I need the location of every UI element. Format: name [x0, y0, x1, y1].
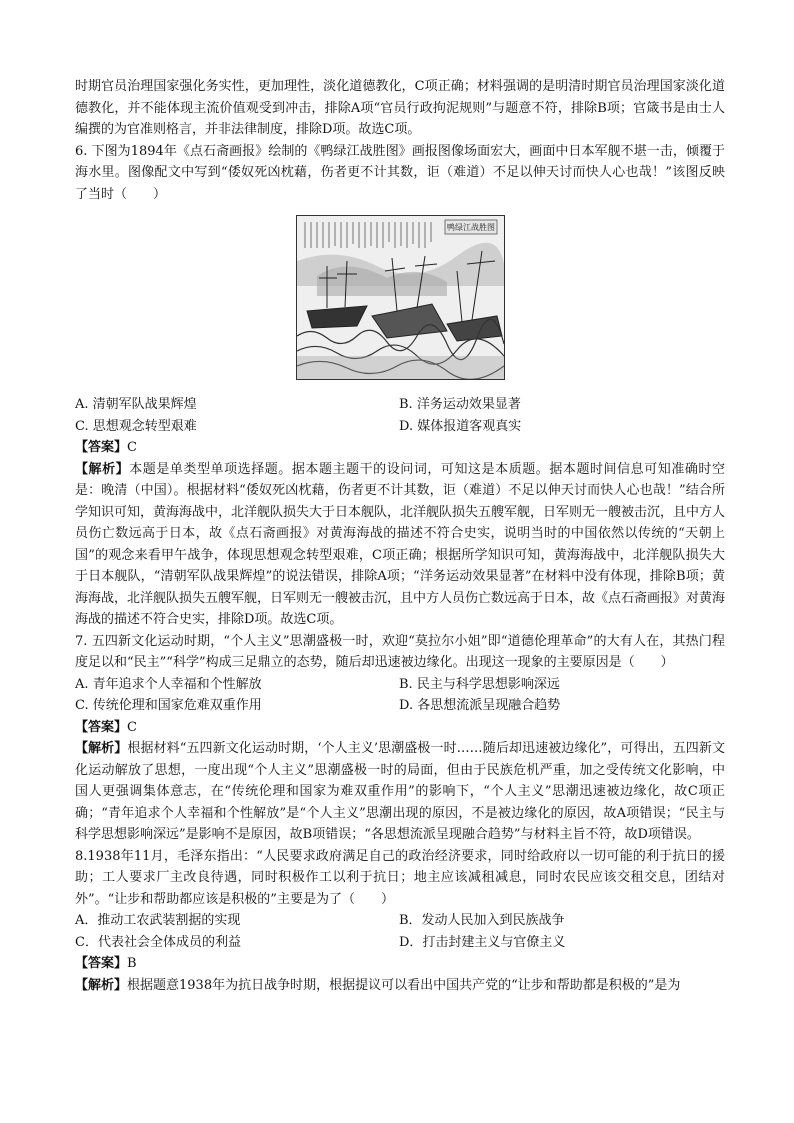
answer-label: 【答案】 — [75, 956, 128, 971]
question-6-figure-wrap — [75, 215, 725, 380]
analysis-text: 根据材料“五四新文化运动时期，‘个人主义’思潮盛极一时……随后却迅速被边缘化”，可得出，五四新文化运动解放了思想，一度出现“个人主义”思潮盛极一时的局面，但由于民族危机严重，加之受传统文化影响，中国人更强调集体意志，在“传统伦理和国家为难双重作用”的影响下，“个人主义”思潮迅速被边缘化，故C项正确；“青年追求个人幸福和个性解放”是“个人主义”思潮出现的原因，不是被边缘化的原因，故A项错误；“民主与科学思想影响深远”是影响不是原因，故B项错误；“各思想流派呈现融合趋势”与材料主旨不符，故D项错误。 — [75, 741, 725, 842]
answer-label: 【答案】 — [75, 719, 128, 735]
yalu-river-battle-illustration — [296, 215, 505, 380]
question-6-option-b: B. 洋务运动效果显著 — [399, 397, 521, 412]
question-7-option-a: A. 青年追求个人幸福和个性解放 — [75, 676, 262, 692]
question-6-analysis — [75, 459, 725, 631]
analysis-label: 【解析】 — [75, 741, 128, 756]
question-8-stem: 8.1938年11月，毛泽东指出：“人民要求政府满足自己的政治经济要求，同时给政府以一切可能的利于抗日的援助；工人要求厂主改良待遇，同时积极作工以利于抗日；地主应该减租减息，同时农民应该交租交息，团结对外”。“让步和帮助都应该是积极的”主要是为了（ ） — [75, 848, 725, 907]
question-8-option-b: B．发动人民加入到民族战争 — [399, 913, 565, 928]
question-6-stem: 6. 下图为1894年《点石斋画报》绘制的《鸭绿江战胜图》画报图像场面宏大，画面中日本军舰不堪一击，倾覆于海水里。图像配文中写到“倭奴死凶枕藉，伤者更不计其数，讵（难道）不足以伸天讨而快人心也哉！”该图反映了当时（ ） — [75, 143, 725, 202]
previous-question-analysis-continuation: 时期官员治理国家强化务实性，更加理性，淡化道德教化，C项正确；材料强调的是明清时期官员治理国家淡化道德教化，并不能体现主流价值观受到冲击，排除A项“官员行政拘泥规则”与题意不符，排除B项；官箴书是由士人编撰的为官准则格言，并非法律制度，排除D项。故选C项。 — [75, 79, 725, 137]
figure-title: 鸭绿江战胜图 — [446, 223, 495, 232]
question-6-option-d: D. 媒体报道客观真实 — [399, 418, 522, 434]
analysis-label: 【解析】 — [75, 461, 130, 477]
answer-label: 【答案】 — [75, 440, 128, 455]
question-7-answer — [75, 717, 725, 739]
question-8-option-a: A．推动工农武装割据的实现 — [75, 913, 241, 928]
question-8-analysis — [75, 975, 725, 997]
battle-scene-drawing — [297, 216, 504, 379]
analysis-text: 根据题意1938年为抗日战争时期，根据提议可以看出中国共产党的“让步和帮助都是积极的”是为 — [127, 977, 681, 993]
question-8-option-d: D．打击封建主义与官僚主义 — [399, 934, 566, 950]
question-6-option-c: C. 思想观念转型艰难 — [75, 418, 197, 434]
question-8-option-c: C．代表社会全体成员的利益 — [75, 934, 241, 950]
answer-value: C — [127, 719, 137, 735]
question-8-options — [75, 910, 725, 953]
question-7-option-d: D. 各思想流派呈现融合趋势 — [399, 698, 561, 713]
document-page — [75, 76, 725, 996]
question-7-option-c: C. 传统伦理和国家危难双重作用 — [75, 698, 262, 713]
answer-value: B — [127, 956, 137, 971]
question-7-stem: 7. 五四新文化运动时期，“个人主义”思潮盛极一时，欢迎“莫拉尔小姐”即“道德伦理革命”的大有人在，其热门程度足以和“民主”“科学”构成三足鼎立的态势，随后却迅速被边缘化。出现这一现象的主要原因是（ ） — [75, 633, 725, 670]
analysis-label: 【解析】 — [75, 977, 128, 993]
question-7-options — [75, 674, 725, 717]
question-7-analysis — [75, 738, 725, 846]
analysis-text: 本题是单类型单项选择题。据本题主题干的设问词，可知这是本质题。据本题时间信息可知准确时空是：晚清（中国）。根据材料“倭奴死凶枕藉，伤者更不计其数，讵（难道）不足以伸天讨而快人心也哉！”结合所学知识可知，黄海海战中，北洋舰队损失大于日本舰队，北洋舰队损失五艘军舰，日军则无一艘被击沉，且中方人员伤亡数远高于日本，故《点石斋画报》对黄海海战的描述不符合史实，说明当时的中国依然以传统的“天朝上国”的观念来看甲午战争，体现思想观念转型艰难，C项正确；根据所学知识可知，黄海海战中，北洋舰队损失大于日本舰队，“清朝军队战果辉煌”的说法错误，排除A项；“洋务运动效果显著”在材料中没有体现，排除B项；黄海海战，北洋舰队损失五艘军舰，日军则无一艘被击沉，且中方人员伤亡数远高于日本，故《点石斋画报》对黄海海战的描述不符合史实，排除D项。故选C项。 — [75, 461, 726, 627]
question-6-option-a: A. 清朝军队战果辉煌 — [75, 397, 197, 412]
question-7-option-b: B. 民主与科学思想影响深远 — [399, 676, 560, 692]
question-6-answer — [75, 437, 725, 459]
question-6-options — [75, 394, 725, 437]
answer-value: C — [127, 440, 137, 455]
question-8-answer — [75, 953, 725, 975]
